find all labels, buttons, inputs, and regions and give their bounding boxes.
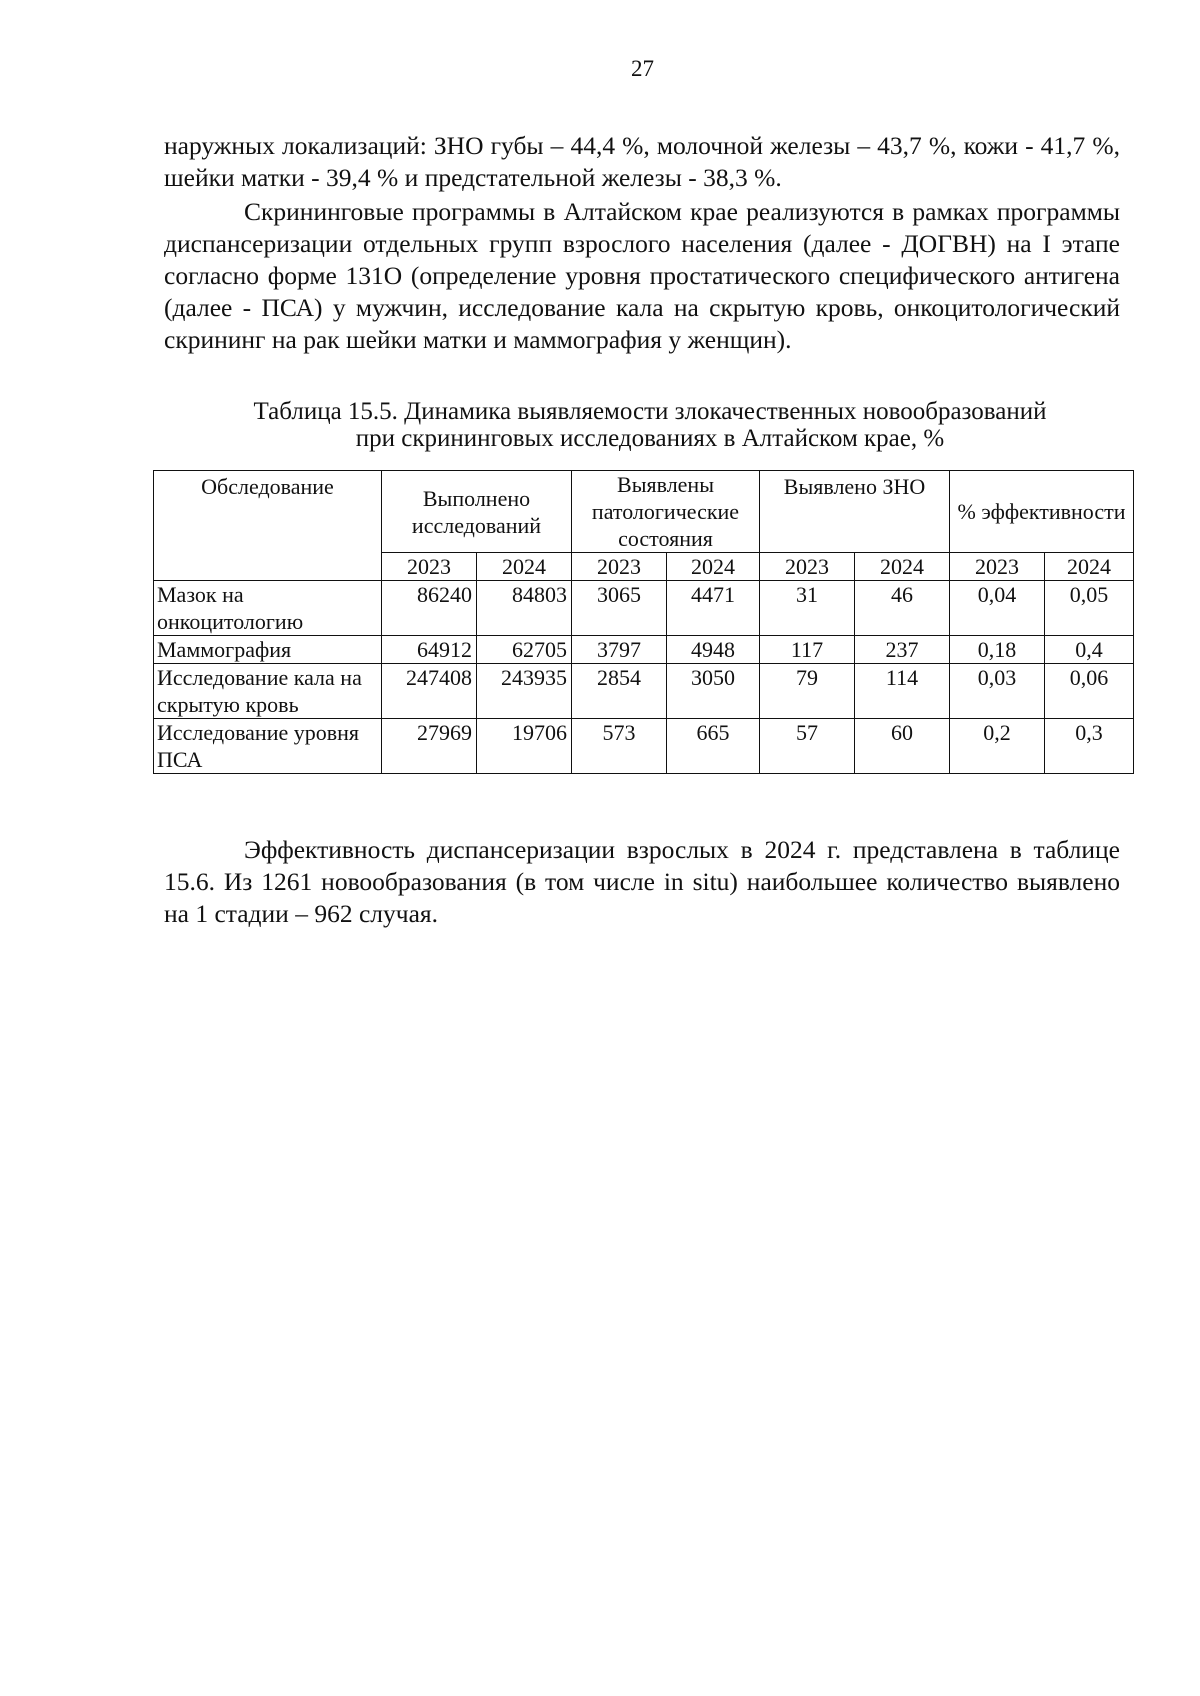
row-label: Исследование кала на скрытую кровь (154, 664, 382, 719)
cell-value: 2854 (572, 664, 667, 719)
cell-value: 57 (760, 719, 855, 774)
cell-value: 86240 (382, 581, 477, 636)
cell-value: 62705 (477, 636, 572, 664)
cell-value: 46 (855, 581, 950, 636)
cell-value: 0,05 (1045, 581, 1134, 636)
table-caption (150, 398, 1150, 452)
cell-value: 0,4 (1045, 636, 1134, 664)
cell-value: 237 (855, 636, 950, 664)
cell-value: 0,18 (950, 636, 1045, 664)
cell-value: 3050 (667, 664, 760, 719)
cell-value: 3065 (572, 581, 667, 636)
screening-table (153, 470, 1134, 774)
cell-value: 0,03 (950, 664, 1045, 719)
cell-value: 114 (855, 664, 950, 719)
cell-value: 19706 (477, 719, 572, 774)
cell-value: 4471 (667, 581, 760, 636)
paragraph-efficiency: Эффективность диспансеризации взрослых в 2024 г. представлена в таблице 15.6. Из 1261 новообразования (в том числе in situ) наибольшее количество выявлено на 1 стадии – 962 случая. (164, 834, 1120, 928)
row-label: Мазок на онкоцитологию (154, 581, 382, 636)
cell-value: 4948 (667, 636, 760, 664)
table-row (154, 636, 1134, 664)
paragraph-screening-programs: Скрининговые программы в Алтайском крае реализуются в рамках программы диспансеризации отдельных групп взрослого населения (далее - ДОГВН) на I этапе согласно форме 131О (определение уровня простатического специфического антигена (далее - ПСА) у мужчин, исследование кала на скрытую кровь, онкоцитологический скрининг на рак шейки матки и маммография у женщин). (164, 196, 1120, 354)
row-label: Исследование уровня ПСА (154, 719, 382, 774)
cell-value: 247408 (382, 664, 477, 719)
year-header: 2023 (950, 553, 1045, 581)
table-caption-line-1: Таблица 15.5. Динамика выявляемости злокачественных новообразований (253, 398, 1047, 425)
header-performed: Выполнено исследований (382, 471, 572, 553)
cell-value: 64912 (382, 636, 477, 664)
header-pathologies: Выявлены патологические состояния (572, 471, 760, 553)
cell-value: 573 (572, 719, 667, 774)
cell-value: 60 (855, 719, 950, 774)
cell-value: 0,04 (950, 581, 1045, 636)
cell-value: 665 (667, 719, 760, 774)
cell-value: 243935 (477, 664, 572, 719)
header-exam: Обследование (154, 471, 382, 581)
table-row (154, 719, 1134, 774)
cell-value: 79 (760, 664, 855, 719)
page-number: 27 (631, 56, 654, 81)
cell-value: 0,2 (950, 719, 1045, 774)
table-header-row (154, 471, 1134, 553)
year-header: 2023 (382, 553, 477, 581)
year-header: 2023 (572, 553, 667, 581)
cell-value: 3797 (572, 636, 667, 664)
header-efficiency: % эффективности (950, 471, 1134, 553)
year-header: 2024 (855, 553, 950, 581)
cell-value: 0,3 (1045, 719, 1134, 774)
row-label: Маммография (154, 636, 382, 664)
year-header: 2024 (1045, 553, 1134, 581)
table-row (154, 581, 1134, 636)
header-zno: Выявлено ЗНО (760, 471, 950, 553)
cell-value: 27969 (382, 719, 477, 774)
table-caption-line-2: при скрининговых исследованиях в Алтайском крае, % (355, 425, 945, 452)
year-header: 2024 (667, 553, 760, 581)
cell-value: 31 (760, 581, 855, 636)
cell-value: 84803 (477, 581, 572, 636)
year-header: 2024 (477, 553, 572, 581)
year-header: 2023 (760, 553, 855, 581)
cell-value: 117 (760, 636, 855, 664)
table-row (154, 664, 1134, 719)
cell-value: 0,06 (1045, 664, 1134, 719)
paragraph-zno-localizations: наружных локализаций: ЗНО губы – 44,4 %, молочной железы – 43,7 %, кожи - 41,7 %, шейки матки - 39,4 % и предстательной железы - 38,3 %. (164, 130, 1120, 192)
